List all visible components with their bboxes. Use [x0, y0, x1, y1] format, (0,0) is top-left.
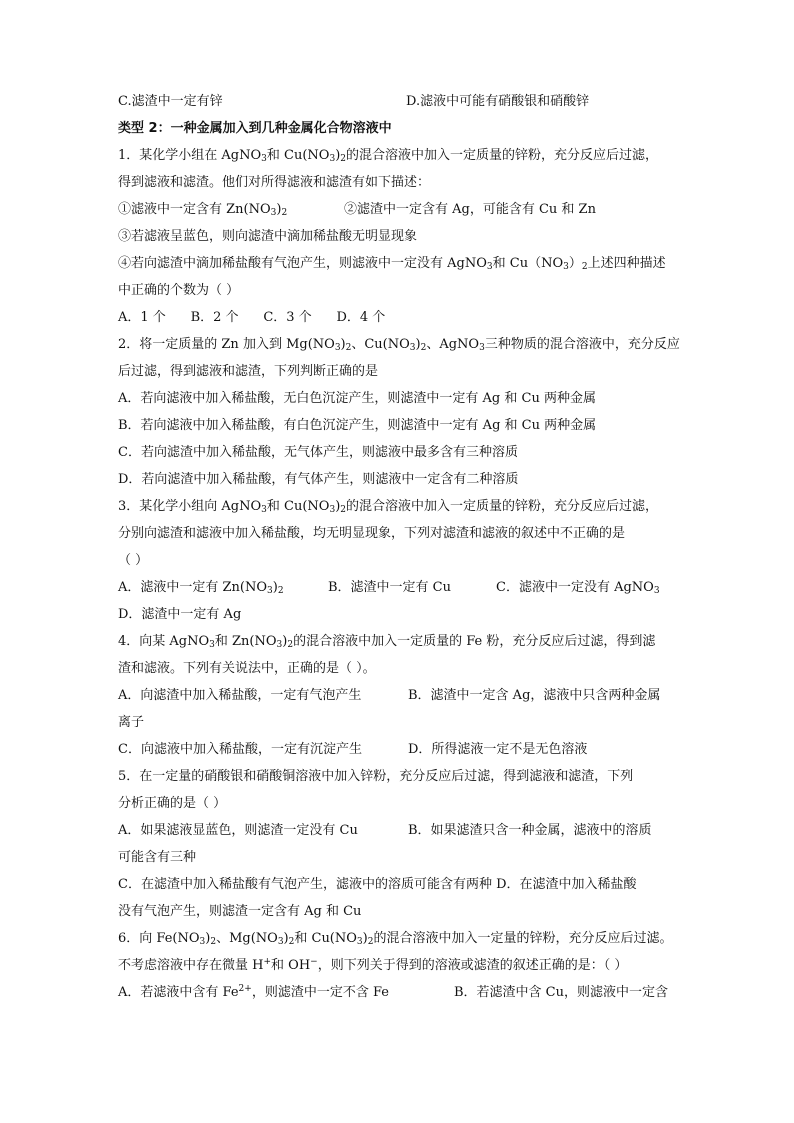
top-options-line	[118, 88, 678, 115]
q6-option-b: B．若滤渣中含 Cu，则滤液中一定含	[454, 985, 669, 1000]
q2-option-c: C．若向滤渣中加入稀盐酸，无气体产生，则滤液中最多含有三种溶质	[118, 445, 518, 460]
q4-options-cd	[118, 736, 678, 763]
q2-option-a: A．若向滤液中加入稀盐酸，无白色沉淀产生，则滤渣中一定有 Ag 和 Cu 两种金属	[118, 391, 596, 406]
q4-option-d: D．所得滤液一定不是无色溶液	[408, 742, 588, 757]
q3-option-c: C．滤液中一定没有 AgNO$_3$	[496, 580, 660, 596]
q4-option-b: B．滤渣中一定含 Ag，滤液中只含两种金属	[408, 688, 661, 703]
q1-statement-2: ②滤渣中一定含有 Ag，可能含有 Cu 和 Zn	[344, 202, 596, 217]
q1-line-6: 中正确的个数为（ ）	[118, 283, 240, 298]
q5-option-b: B．如果滤渣只含一种金属，滤液中的溶质	[408, 823, 652, 838]
q3-options-abc	[118, 574, 678, 601]
q5-option-b-cont: 可能含有三种	[118, 850, 197, 865]
q3-line-1: 3．某化学小组向 AgNO$_3$和 $Cu(NO_3)_2$的混合溶液中加入一定质量的锌粉，充分反应后过滤，	[118, 499, 659, 515]
q2-line-2: 后过滤，得到滤液和滤渣，下列判断正确的是	[118, 364, 379, 379]
q3-option-b: B．滤渣中一定有 Cu	[328, 580, 452, 595]
q4-line-1: 4．向某 AgNO$_3$和 $Zn(NO_3)_2$的混合溶液中加入一定质量的 Fe 粉，充分反应后过滤，得到滤	[118, 634, 656, 650]
q4-option-a: A．向滤渣中加入稀盐酸，一定有气泡产生	[118, 688, 362, 703]
q3-line-2: 分别向滤渣和滤液中加入稀盐酸，均无明显现象，下列对滤渣和滤液的叙述中不正确的是	[118, 526, 626, 541]
q6-line-1: 6．向 $Fe(NO_3)_2$、$Mg(NO_3)_2$和 $Cu(NO_3)_2$的混合溶液中加入一定量的锌粉，充分反应后过滤。	[118, 931, 673, 947]
q3-option-d: D．滤渣中一定有 Ag	[118, 607, 242, 622]
q4-options-ab	[118, 682, 678, 709]
q2-line-1: 2．将一定质量的 Zn 加入到 $Mg(NO_3)_2$、$Cu(NO_3)_2$、AgNO$_3$三种物质的混合溶液中，充分反应	[118, 337, 680, 353]
q3-line-3: （ ）	[118, 553, 149, 568]
q1-options: A．1 个 B．2 个 C．3 个 D．4 个	[118, 310, 386, 325]
q4-option-b-cont: 离子	[118, 715, 145, 730]
q1-statement-3: ③若滤液呈蓝色，则向滤渣中滴加稀盐酸无明显现象	[118, 229, 418, 244]
document-body	[118, 88, 678, 1006]
q5-options-cd: C．在滤渣中加入稀盐酸有气泡产生，滤液中的溶质可能含有两种 D．在滤渣中加入稀盐酸	[118, 877, 637, 892]
section-title: 类型 2：一种金属加入到几种金属化合物溶液中	[118, 121, 392, 136]
option-c: C.滤渣中一定有锌	[118, 94, 223, 109]
q1-line-2: 得到滤液和滤渣。他们对所得滤液和滤渣有如下描述：	[118, 175, 431, 190]
option-d: D.滤液中可能有硝酸银和硝酸锌	[406, 94, 590, 109]
q1-line-1: 1．某化学小组在 AgNO$_3$和 $Cu(NO_3)_2$的混合溶液中加入一定质量的锌粉，充分反应后过滤，	[118, 148, 659, 164]
q2-option-b: B．若向滤液中加入稀盐酸，有白色沉淀产生，则滤渣中一定有 Ag 和 Cu 两种金属	[118, 418, 597, 433]
q2-option-d: D．若向滤渣中加入稀盐酸，有气体产生，则滤液中一定含有二种溶质	[118, 472, 519, 487]
q5-options-ab	[118, 817, 678, 844]
q1-statements-1-2: ①滤液中一定含有 $Zn(NO_3)_2$ ②滤渣中一定含有 Ag，可能含有 Cu 和 Zn	[118, 196, 678, 223]
q5-option-d-cont: 没有气泡产生，则滤渣一定含有 Ag 和 Cu	[118, 904, 362, 919]
q5-line-1: 5．在一定量的硝酸银和硝酸铜溶液中加入锌粉，充分反应后过滤，得到滤液和滤渣，下列	[118, 769, 634, 784]
q1-statement-4: ④若向滤渣中滴加稀盐酸有气泡产生，则滤液中一定没有 AgNO$_3$和 $Cu(NO_3)_2$上述四种描述	[118, 256, 666, 272]
q4-option-c: C．向滤液中加入稀盐酸，一定有沉淀产生	[118, 742, 362, 757]
q4-line-2: 渣和滤液。下列有关说法中，正确的是（ ）。	[118, 661, 376, 676]
q5-option-a: A．如果滤液显蓝色，则滤渣一定没有 Cu	[118, 823, 358, 838]
q6-options-ab	[118, 979, 678, 1006]
q6-line-2: 不考虑溶液中存在微量 H+和 OH−，则下列关于得到的溶液或滤渣的叙述正确的是：（ ）	[118, 957, 628, 973]
q5-line-2: 分析正确的是（ ）	[118, 796, 227, 811]
q6-option-a: A．若滤液中含有 $Fe^{2+}$，则滤渣中一定不含 Fe	[118, 984, 389, 1000]
q3-option-a: A．滤液中一定有 $Zn(NO_3)_2$	[118, 580, 284, 596]
